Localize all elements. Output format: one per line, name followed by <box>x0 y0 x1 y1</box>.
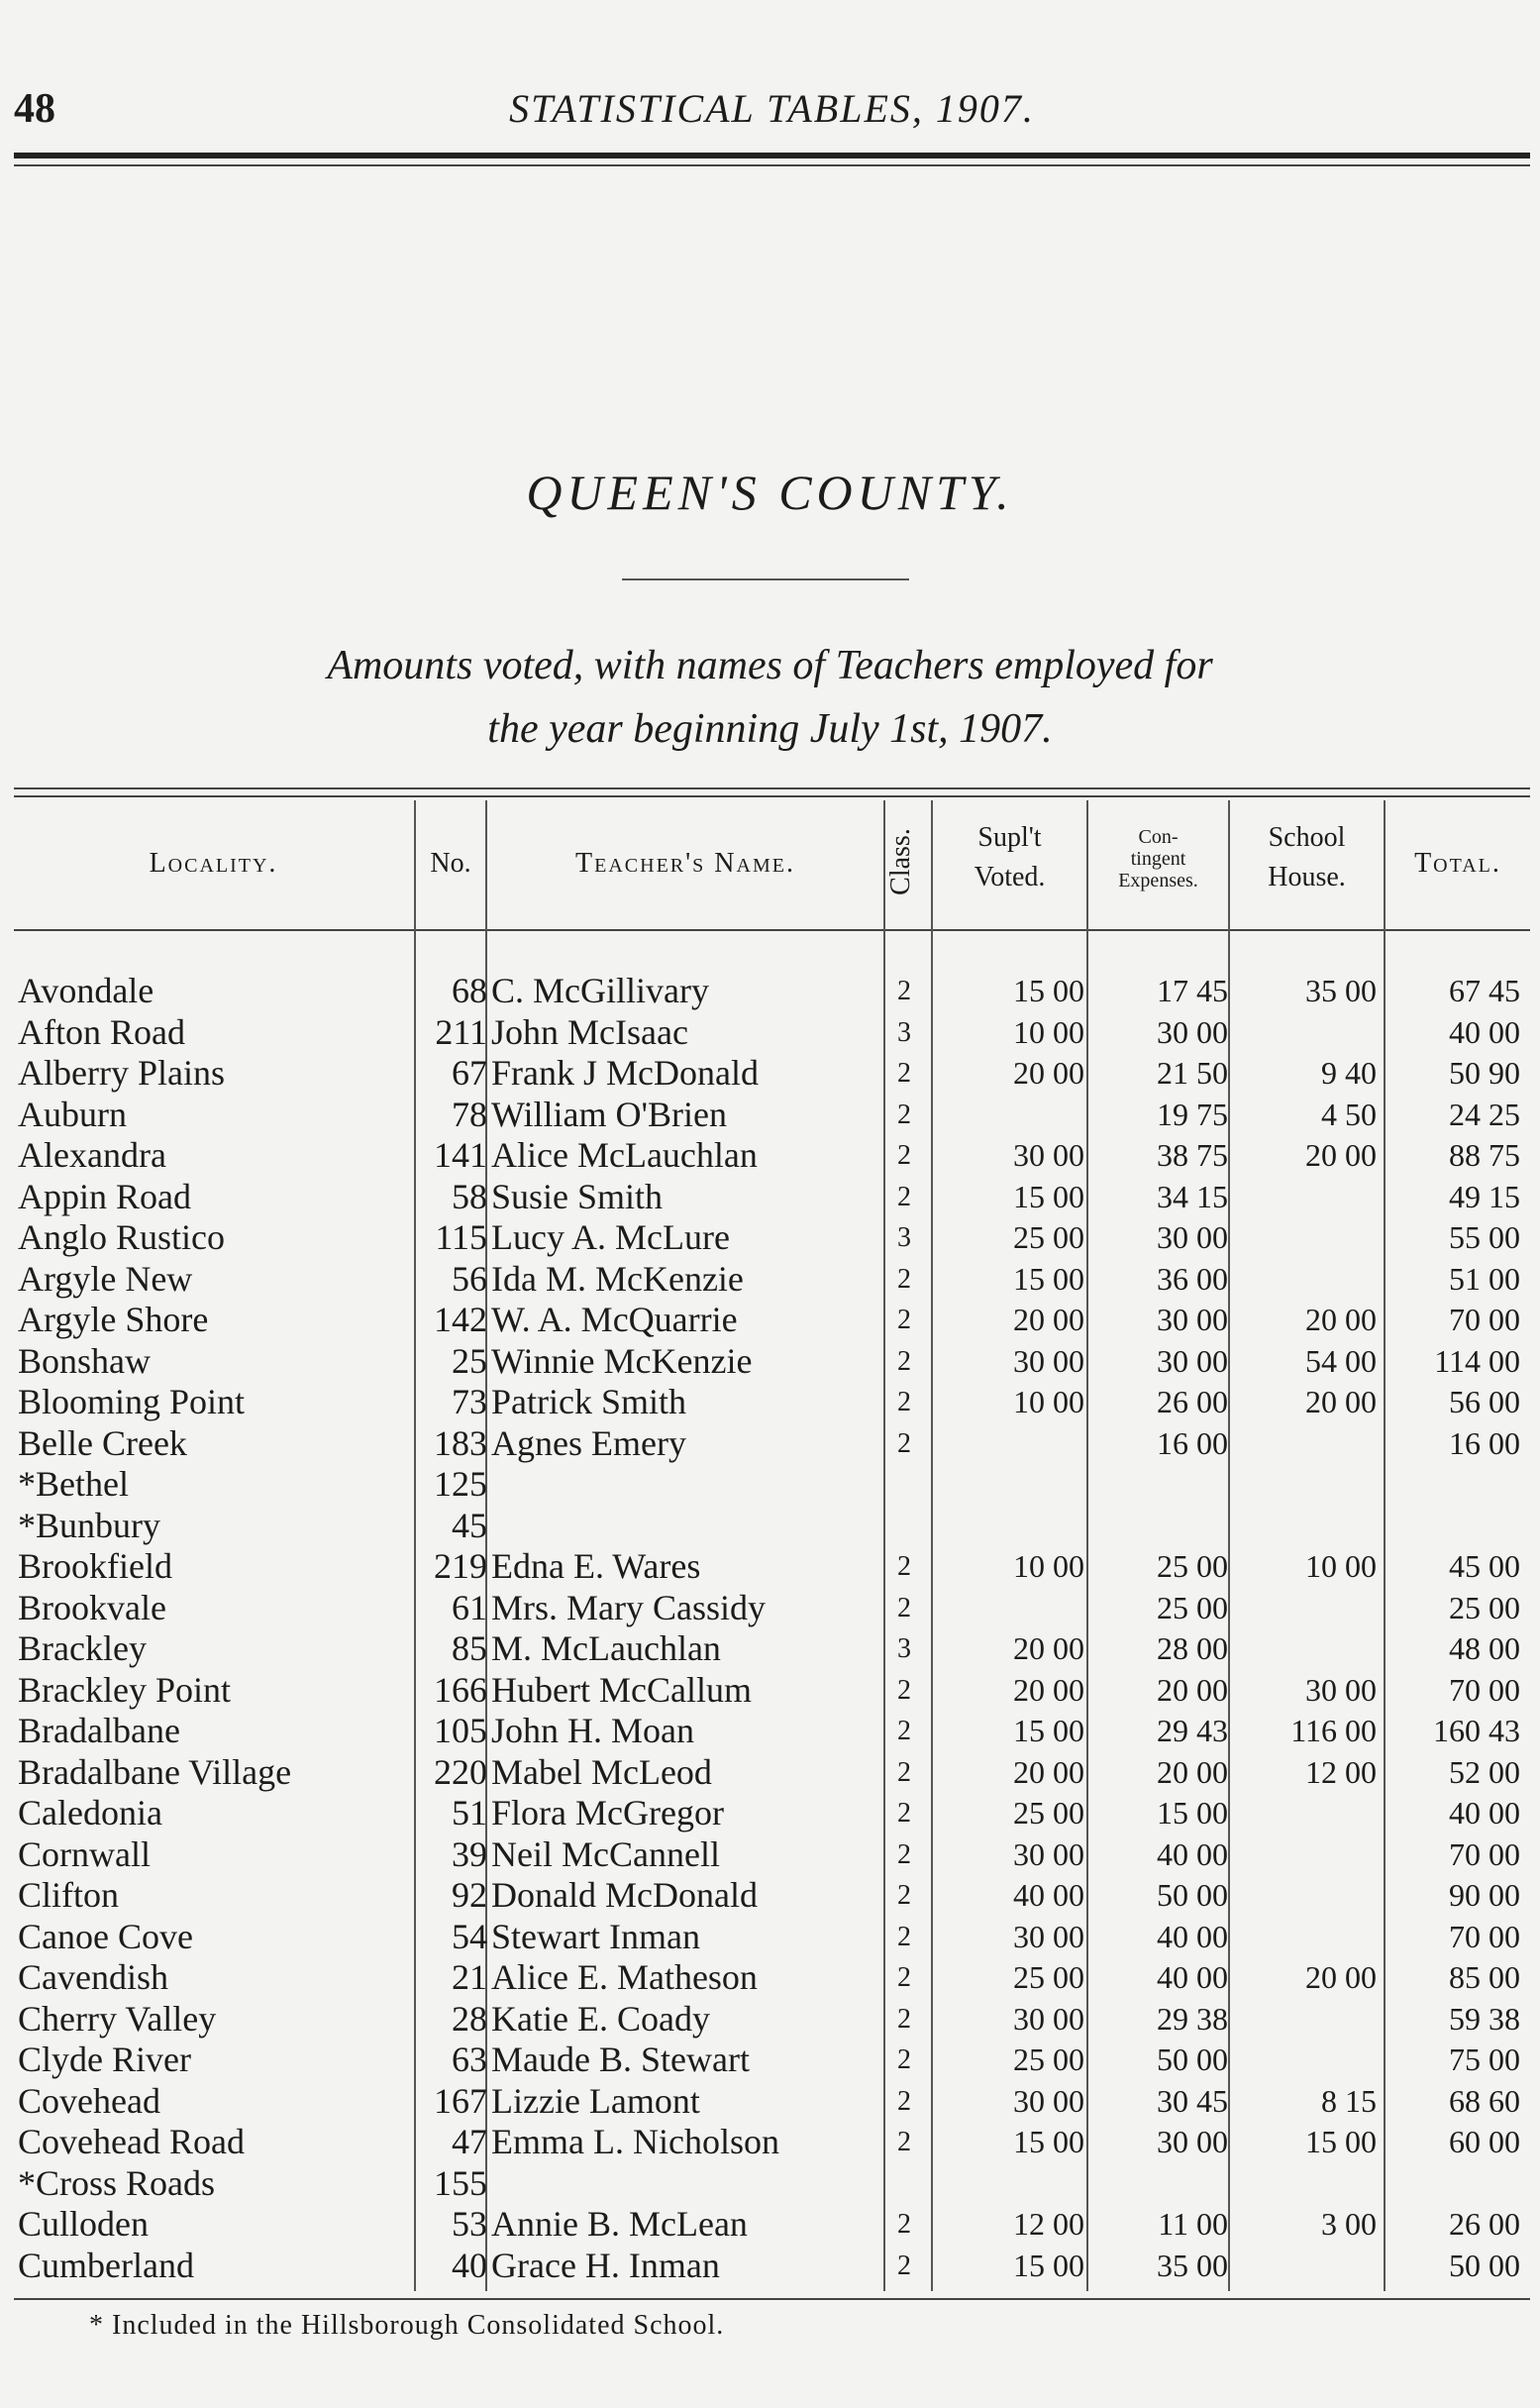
table-row <box>0 971 1540 1012</box>
supplement-voted-cell: 40 00 <box>1013 1877 1084 1913</box>
table-row <box>0 1588 1540 1629</box>
supplement-voted-cell: 15 00 <box>1013 1713 1084 1748</box>
total-cell: 49 15 <box>1449 1178 1520 1214</box>
teacher-name-cell: William O'Brien <box>491 1094 727 1134</box>
locality-cell: Brackley Point <box>18 1669 231 1710</box>
supplement-voted-cell: 10 00 <box>1013 1384 1084 1419</box>
teacher-name-cell: John McIsaac <box>491 1011 688 1052</box>
class-cell: 2 <box>897 1345 911 1377</box>
school-house-cell: 20 00 <box>1305 1137 1377 1173</box>
number-cell: 25 <box>452 1340 487 1381</box>
column-header-school-house <box>1230 818 1384 897</box>
contingent-expenses-cell: 25 00 <box>1157 1589 1228 1625</box>
total-cell: 160 43 <box>1433 1713 1520 1748</box>
number-cell: 28 <box>452 1998 487 2039</box>
total-cell: 75 00 <box>1449 2042 1520 2077</box>
teacher-name-cell: Mrs. Mary Cassidy <box>491 1587 766 1627</box>
total-cell: 70 00 <box>1449 1835 1520 1872</box>
contingent-expenses-cell: 25 00 <box>1157 1548 1228 1584</box>
table-row <box>0 1875 1540 1917</box>
school-line-2: House. <box>1268 862 1346 892</box>
number-cell: 56 <box>452 1258 487 1299</box>
total-cell: 16 00 <box>1449 1424 1520 1461</box>
locality-cell: Argyle New <box>18 1258 193 1299</box>
locality-cell: Caledonia <box>18 1793 162 1832</box>
number-cell: 220 <box>434 1751 487 1792</box>
header-rule-thin <box>14 164 1530 166</box>
contingent-expenses-cell: 30 00 <box>1157 1342 1228 1379</box>
supplement-voted-cell: 25 00 <box>1013 2042 1084 2077</box>
locality-cell: Belle Creek <box>18 1422 187 1463</box>
teacher-name-cell: Agnes Emery <box>491 1422 686 1463</box>
total-cell: 55 00 <box>1449 1219 1520 1255</box>
contingent-expenses-cell: 26 00 <box>1157 1384 1228 1419</box>
number-cell: 85 <box>452 1628 487 1668</box>
locality-cell: Cumberland <box>18 2245 194 2285</box>
contingent-expenses-cell: 38 75 <box>1157 1137 1228 1173</box>
table-row <box>0 1999 1540 2041</box>
total-cell: 67 45 <box>1449 973 1520 1008</box>
supplement-voted-cell: 12 00 <box>1013 2206 1084 2242</box>
footnote: * Included in the Hillsborough Consolidated School. <box>89 2310 725 2341</box>
teacher-name-cell: W. A. McQuarrie <box>491 1300 738 1339</box>
number-cell: 39 <box>452 1833 487 1874</box>
contingent-expenses-cell: 20 00 <box>1157 1671 1228 1708</box>
supplement-voted-cell: 20 00 <box>1013 1671 1084 1708</box>
class-cell: 2 <box>897 1592 911 1623</box>
locality-cell: *Cross Roads <box>18 2162 216 2203</box>
number-cell: 115 <box>435 1217 487 1257</box>
teacher-name-cell: Hubert McCallum <box>491 1669 752 1710</box>
locality-cell: *Bethel <box>18 1464 129 1504</box>
column-header-locality: Locality. <box>149 848 278 879</box>
total-cell: 56 00 <box>1449 1384 1520 1419</box>
supplement-voted-cell: 30 00 <box>1013 2000 1084 2037</box>
class-cell: 2 <box>897 2044 911 2075</box>
table-row <box>0 1300 1540 1341</box>
teacher-name-cell: Mabel McLeod <box>491 1751 712 1792</box>
table-row <box>0 2122 1540 2163</box>
class-cell: 3 <box>897 1016 911 1048</box>
table-row <box>0 1217 1540 1259</box>
page-header <box>14 77 1530 137</box>
class-cell: 3 <box>897 1633 911 1664</box>
column-header-no: No. <box>430 848 471 879</box>
contingent-expenses-cell: 30 00 <box>1157 2124 1228 2159</box>
contingent-expenses-cell: 30 45 <box>1157 2082 1228 2119</box>
locality-cell: Auburn <box>18 1094 127 1134</box>
contingent-expenses-cell: 29 43 <box>1157 1713 1228 1748</box>
locality-cell: Afton Road <box>18 1011 185 1052</box>
table-row <box>0 1752 1540 1794</box>
locality-cell: Brookvale <box>18 1587 166 1627</box>
locality-cell: Cherry Valley <box>18 1998 217 2039</box>
number-cell: 105 <box>434 1711 487 1750</box>
locality-cell: Covehead <box>18 2080 160 2121</box>
total-cell: 26 00 <box>1449 2206 1520 2242</box>
school-house-cell: 20 00 <box>1305 1384 1377 1419</box>
table-row <box>0 1670 1540 1712</box>
contingent-expenses-cell: 28 00 <box>1157 1630 1228 1666</box>
header-rule <box>14 153 1530 158</box>
county-title: QUEEN'S COUNTY. <box>526 465 1014 520</box>
total-cell: 48 00 <box>1449 1630 1520 1666</box>
class-cell: 2 <box>897 1551 911 1582</box>
table-row <box>0 1095 1540 1136</box>
table-row <box>0 2081 1540 2123</box>
supplement-voted-cell: 10 00 <box>1013 1013 1084 1050</box>
number-cell: 47 <box>452 2122 487 2161</box>
table-row <box>0 1628 1540 1670</box>
number-cell: 167 <box>434 2080 487 2121</box>
locality-cell: Argyle Shore <box>18 1300 209 1339</box>
total-cell: 68 60 <box>1449 2082 1520 2119</box>
contingent-expenses-cell: 30 00 <box>1157 1219 1228 1255</box>
supplement-voted-cell: 15 00 <box>1013 2247 1084 2283</box>
class-cell: 3 <box>897 1222 911 1253</box>
total-cell: 70 00 <box>1449 1918 1520 1954</box>
supplement-voted-cell: 30 00 <box>1013 1918 1084 1954</box>
teacher-name-cell: John H. Moan <box>491 1711 694 1750</box>
table-row <box>0 1834 1540 1876</box>
contingent-expenses-cell: 34 15 <box>1157 1178 1228 1214</box>
teacher-name-cell: Flora McGregor <box>491 1793 724 1832</box>
contingent-expenses-cell: 30 00 <box>1157 1302 1228 1337</box>
locality-cell: Clifton <box>18 1875 120 1915</box>
class-cell: 2 <box>897 1263 911 1295</box>
table-top-rule <box>14 787 1530 789</box>
class-cell: 2 <box>897 1140 911 1171</box>
total-cell: 114 00 <box>1434 1342 1520 1379</box>
table-top-rule-2 <box>14 795 1530 797</box>
supl-line-2: Voted. <box>974 862 1046 892</box>
title-divider <box>622 578 909 580</box>
table-body <box>0 971 1540 2286</box>
total-cell: 90 00 <box>1449 1877 1520 1913</box>
teacher-name-cell: Emma L. Nicholson <box>491 2122 779 2161</box>
class-cell: 2 <box>897 1058 911 1089</box>
teacher-name-cell: Frank J McDonald <box>491 1053 759 1093</box>
total-cell: 60 00 <box>1449 2124 1520 2159</box>
total-cell: 85 00 <box>1449 1959 1520 1995</box>
locality-cell: Canoe Cove <box>18 1916 193 1956</box>
teacher-name-cell: Alice McLauchlan <box>491 1135 758 1175</box>
locality-cell: Bonshaw <box>18 1340 151 1381</box>
contingent-expenses-cell: 35 00 <box>1157 2247 1228 2283</box>
school-house-cell: 30 00 <box>1305 1671 1377 1708</box>
table-row <box>0 1546 1540 1588</box>
table-row <box>0 1135 1540 1177</box>
class-cell: 2 <box>897 1181 911 1212</box>
number-cell: 166 <box>434 1669 487 1710</box>
contingent-expenses-cell: 40 00 <box>1157 1959 1228 1995</box>
subtitle-line-2: the year beginning July 1st, 1907. <box>487 706 1053 752</box>
school-house-cell: 116 00 <box>1290 1713 1377 1748</box>
contingent-expenses-cell: 50 00 <box>1157 1877 1228 1913</box>
contingent-expenses-cell: 21 50 <box>1157 1055 1228 1091</box>
number-cell: 68 <box>452 971 487 1010</box>
locality-cell: *Bunbury <box>18 1505 160 1545</box>
number-cell: 92 <box>452 1875 487 1915</box>
class-cell: 2 <box>897 1716 911 1746</box>
class-cell: 2 <box>897 2003 911 2035</box>
contingent-expenses-cell: 11 00 <box>1158 2206 1228 2242</box>
column-header-teacher: Teacher's Name. <box>575 848 795 879</box>
locality-cell: Culloden <box>18 2204 149 2244</box>
school-house-cell: 54 00 <box>1305 1342 1377 1379</box>
table-row <box>0 2204 1540 2246</box>
class-cell: 2 <box>897 1880 911 1911</box>
table-header-rule <box>14 929 1530 931</box>
school-house-cell: 4 50 <box>1321 1096 1377 1132</box>
table-row <box>0 1259 1540 1301</box>
total-cell: 25 00 <box>1449 1589 1520 1625</box>
locality-cell: Cavendish <box>18 1957 168 1997</box>
teacher-name-cell: Lucy A. McLure <box>491 1217 730 1257</box>
page-number: 48 <box>14 86 55 132</box>
column-header-total: Total. <box>1414 848 1501 879</box>
number-cell: 211 <box>435 1011 487 1052</box>
supplement-voted-cell: 25 00 <box>1013 1795 1084 1831</box>
total-cell: 45 00 <box>1449 1548 1520 1584</box>
teacher-name-cell: Neil McCannell <box>491 1833 720 1874</box>
school-house-cell: 3 00 <box>1321 2206 1377 2242</box>
school-house-cell: 8 15 <box>1321 2082 1377 2119</box>
locality-cell: Clyde River <box>18 2040 191 2079</box>
supplement-voted-cell: 30 00 <box>1013 1342 1084 1379</box>
locality-cell: Avondale <box>18 971 154 1010</box>
contingent-expenses-cell: 50 00 <box>1157 2042 1228 2077</box>
table-row <box>0 2040 1540 2081</box>
locality-cell: Bradalbane <box>18 1711 180 1750</box>
school-house-cell: 9 40 <box>1321 1055 1377 1091</box>
contingent-expenses-cell: 36 00 <box>1157 1260 1228 1297</box>
school-house-cell: 20 00 <box>1305 1959 1377 1995</box>
number-cell: 155 <box>434 2162 487 2203</box>
contingent-expenses-cell: 29 38 <box>1157 2000 1228 2037</box>
total-cell: 59 38 <box>1449 2000 1520 2037</box>
supplement-voted-cell: 15 00 <box>1013 2124 1084 2159</box>
teacher-name-cell: Susie Smith <box>491 1176 664 1216</box>
teacher-name-cell: Patrick Smith <box>491 1382 686 1421</box>
table-row <box>0 1053 1540 1095</box>
column-header-supl <box>933 818 1086 897</box>
class-cell: 2 <box>897 1838 911 1870</box>
contingent-expenses-cell: 20 00 <box>1157 1753 1228 1790</box>
school-house-cell: 15 00 <box>1305 2124 1377 2159</box>
table-row <box>0 1012 1540 1054</box>
supplement-voted-cell: 20 00 <box>1013 1055 1084 1091</box>
table-row <box>0 1341 1540 1383</box>
class-cell: 2 <box>897 2209 911 2240</box>
number-cell: 21 <box>452 1957 487 1997</box>
locality-cell: Brookfield <box>18 1546 172 1586</box>
total-cell: 70 00 <box>1449 1671 1520 1708</box>
supplement-voted-cell: 25 00 <box>1013 1959 1084 1995</box>
class-cell: 2 <box>897 1387 911 1417</box>
table-subtitle <box>99 634 1441 761</box>
table-bottom-rule <box>14 2298 1530 2300</box>
teacher-name-cell: Winnie McKenzie <box>491 1340 753 1381</box>
number-cell: 73 <box>452 1382 487 1421</box>
teacher-name-cell: Alice E. Matheson <box>491 1957 758 1997</box>
running-head: STATISTICAL TABLES, 1907. <box>509 86 1035 131</box>
teacher-name-cell: C. McGillivary <box>491 971 709 1010</box>
class-cell: 2 <box>897 2127 911 2157</box>
school-line-1: School <box>1268 822 1346 853</box>
supplement-voted-cell: 25 00 <box>1013 1219 1084 1255</box>
class-cell: 2 <box>897 1962 911 1993</box>
class-cell: 2 <box>897 2085 911 2117</box>
teacher-name-cell: M. McLauchlan <box>491 1628 721 1668</box>
contingent-expenses-cell: 40 00 <box>1157 1918 1228 1954</box>
table-row <box>0 2246 1540 2287</box>
locality-cell: Alexandra <box>18 1135 166 1175</box>
teacher-name-cell: Grace H. Inman <box>491 2245 720 2285</box>
locality-cell: Covehead Road <box>18 2122 245 2161</box>
number-cell: 183 <box>434 1422 487 1463</box>
class-cell: 2 <box>897 1921 911 1952</box>
supplement-voted-cell: 20 00 <box>1013 1753 1084 1790</box>
total-cell: 24 25 <box>1449 1096 1520 1132</box>
supplement-voted-cell: 15 00 <box>1013 1178 1084 1214</box>
locality-cell: Alberry Plains <box>18 1053 225 1093</box>
total-cell: 52 00 <box>1449 1753 1520 1790</box>
teacher-name-cell: Lizzie Lamont <box>491 2080 700 2121</box>
contingent-expenses-cell: 19 75 <box>1157 1096 1228 1132</box>
total-cell: 40 00 <box>1449 1013 1520 1050</box>
contingent-line-3: Expenses. <box>1118 870 1198 891</box>
supplement-voted-cell: 30 00 <box>1013 2082 1084 2119</box>
locality-cell: Brackley <box>18 1628 147 1668</box>
supplement-voted-cell: 10 00 <box>1013 1548 1084 1584</box>
total-cell: 88 75 <box>1449 1137 1520 1173</box>
number-cell: 63 <box>452 2040 487 2079</box>
contingent-expenses-cell: 40 00 <box>1157 1835 1228 1872</box>
number-cell: 67 <box>452 1053 487 1093</box>
class-cell: 2 <box>897 1674 911 1706</box>
column-header-contingent <box>1088 826 1228 891</box>
table-row <box>0 1382 1540 1423</box>
subtitle-line-1: Amounts voted, with names of Teachers employed for <box>327 643 1213 688</box>
teacher-name-cell: Maude B. Stewart <box>491 2040 750 2079</box>
class-cell: 2 <box>897 1427 911 1459</box>
class-cell: 2 <box>897 2250 911 2281</box>
supplement-voted-cell: 15 00 <box>1013 1260 1084 1297</box>
number-cell: 61 <box>452 1587 487 1627</box>
contingent-expenses-cell: 17 45 <box>1157 973 1228 1008</box>
contingent-line-1: Con- <box>1138 826 1179 848</box>
total-cell: 70 00 <box>1449 1302 1520 1337</box>
number-cell: 45 <box>452 1505 487 1545</box>
locality-cell: Bradalbane Village <box>18 1751 292 1792</box>
supplement-voted-cell: 30 00 <box>1013 1137 1084 1173</box>
number-cell: 51 <box>452 1793 487 1832</box>
locality-cell: Blooming Point <box>18 1382 246 1421</box>
contingent-expenses-cell: 30 00 <box>1157 1013 1228 1050</box>
total-cell: 51 00 <box>1449 1260 1520 1297</box>
total-cell: 50 00 <box>1449 2247 1520 2283</box>
supplement-voted-cell: 15 00 <box>1013 973 1084 1008</box>
column-header-class-label: Class. <box>885 828 916 895</box>
table-row <box>0 1957 1540 1999</box>
locality-cell: Cornwall <box>18 1833 151 1874</box>
school-house-cell: 10 00 <box>1305 1548 1377 1584</box>
number-cell: 125 <box>434 1464 487 1504</box>
table-row <box>0 1177 1540 1218</box>
table-row <box>0 1917 1540 1958</box>
total-cell: 40 00 <box>1449 1795 1520 1831</box>
teacher-name-cell: Stewart Inman <box>491 1916 700 1956</box>
table-row <box>0 1464 1540 1506</box>
teacher-name-cell: Katie E. Coady <box>491 1998 710 2039</box>
locality-cell: Appin Road <box>18 1176 191 1216</box>
number-cell: 40 <box>452 2245 487 2285</box>
school-house-cell: 20 00 <box>1305 1302 1377 1337</box>
number-cell: 53 <box>452 2204 487 2244</box>
school-house-cell: 12 00 <box>1305 1753 1377 1790</box>
contingent-expenses-cell: 15 00 <box>1157 1795 1228 1831</box>
class-cell: 2 <box>897 1099 911 1130</box>
supplement-voted-cell: 30 00 <box>1013 1835 1084 1872</box>
table-row <box>0 1423 1540 1465</box>
contingent-line-2: tingent <box>1130 848 1186 870</box>
number-cell: 54 <box>452 1916 487 1956</box>
class-cell: 2 <box>897 1305 911 1335</box>
table-row <box>0 2163 1540 2205</box>
table-row <box>0 1506 1540 1547</box>
supplement-voted-cell: 20 00 <box>1013 1630 1084 1666</box>
number-cell: 219 <box>434 1546 487 1586</box>
number-cell: 58 <box>452 1176 487 1216</box>
teacher-name-cell: Edna E. Wares <box>491 1546 701 1586</box>
teacher-name-cell: Ida M. McKenzie <box>491 1258 744 1299</box>
total-cell: 50 90 <box>1449 1055 1520 1091</box>
teacher-name-cell: Donald McDonald <box>491 1875 758 1915</box>
number-cell: 141 <box>434 1135 487 1175</box>
class-cell: 2 <box>897 1798 911 1829</box>
teacher-name-cell: Annie B. McLean <box>491 2204 748 2244</box>
locality-cell: Anglo Rustico <box>18 1217 226 1257</box>
table-row <box>0 1711 1540 1752</box>
school-house-cell: 35 00 <box>1305 973 1377 1008</box>
number-cell: 78 <box>452 1094 487 1134</box>
table-row <box>0 1793 1540 1834</box>
class-cell: 2 <box>897 1756 911 1788</box>
supplement-voted-cell: 20 00 <box>1013 1302 1084 1337</box>
number-cell: 142 <box>434 1300 487 1339</box>
contingent-expenses-cell: 16 00 <box>1157 1424 1228 1461</box>
supl-line-1: Supl't <box>977 822 1042 853</box>
class-cell: 2 <box>897 976 911 1006</box>
